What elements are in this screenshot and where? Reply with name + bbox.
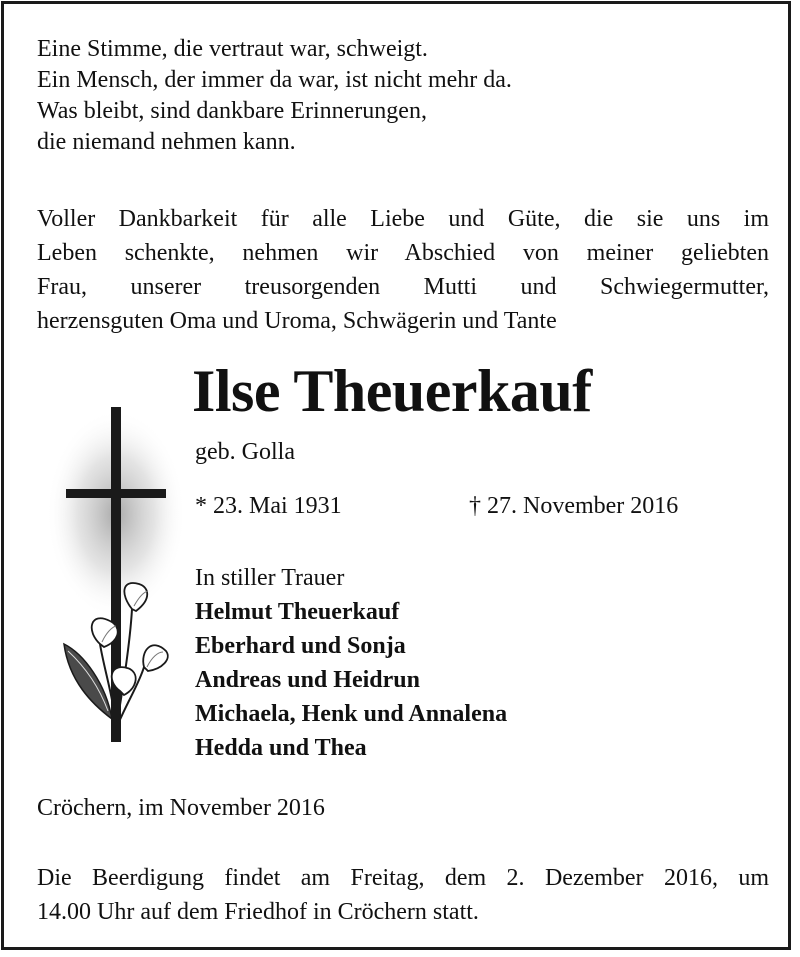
cross-with-calla-lilies-icon — [44, 399, 194, 759]
verse-line: Was bleibt, sind dankbare Erinnerungen, — [37, 98, 427, 124]
intro-line: herzensguten Oma und Uroma, Schwägerin und Tante — [37, 308, 557, 334]
intro-line: Voller Dankbarkeit für alle Liebe und Güte, die sie uns im — [37, 206, 769, 232]
mourners-lead: In stiller Trauer — [195, 565, 345, 591]
mourner-name: Eberhard und Sonja — [195, 633, 406, 659]
verse-line: Ein Mensch, der immer da war, ist nicht mehr da. — [37, 67, 512, 93]
mourner-name: Hedda und Thea — [195, 735, 367, 761]
mourner-name: Helmut Theuerkauf — [195, 599, 400, 625]
verse — [37, 34, 512, 158]
funeral-line: Die Beerdigung findet am Freitag, dem 2. Dezember 2016, um — [37, 865, 769, 891]
place-date: Cröchern, im November 2016 — [37, 795, 325, 821]
intro-line: Frau, unserer treusorgenden Mutti und Schwiegermutter, — [37, 274, 769, 300]
verse-line: die niemand nehmen kann. — [37, 129, 296, 155]
obituary-frame — [1, 1, 791, 950]
intro-text — [37, 202, 769, 338]
funeral-notice — [37, 861, 769, 929]
deceased-name: Ilse Theuerkauf — [192, 358, 592, 424]
funeral-line: 14.00 Uhr auf dem Friedhof in Cröchern statt. — [37, 899, 479, 925]
birth-date: * 23. Mai 1931 — [195, 493, 342, 519]
verse-line: Eine Stimme, die vertraut war, schweigt. — [37, 36, 428, 62]
mourners — [195, 561, 507, 765]
maiden-name: geb. Golla — [195, 439, 295, 465]
mourner-name: Michaela, Henk und Annalena — [195, 701, 508, 727]
intro-line: Leben schenkte, nehmen wir Abschied von meiner geliebten — [37, 240, 769, 266]
death-date: † 27. November 2016 — [469, 493, 679, 519]
mourner-name: Andreas und Heidrun — [195, 667, 420, 693]
